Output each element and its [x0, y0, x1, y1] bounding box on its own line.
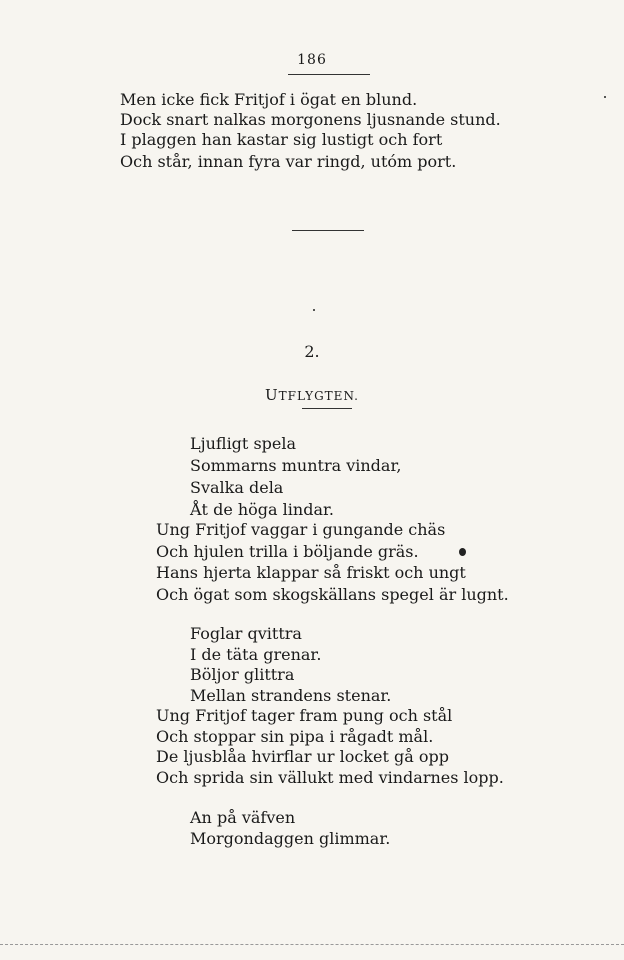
poem-line: Och ögat som skogskällans spegel är lugnt.	[156, 585, 509, 604]
poem-line: Och sprida sin vällukt med vindarnes lopp.	[156, 768, 504, 787]
bottom-edge-rule	[0, 944, 624, 945]
poem-line: Morgondaggen glimmar.	[190, 829, 391, 848]
poem-line: Och står, innan fyra var ringd, utóm port.	[120, 152, 457, 171]
poem-line: Ung Fritjof tager fram pung och stål	[156, 706, 453, 725]
section-divider	[292, 230, 364, 231]
poem-line: Mellan strandens stenar.	[190, 686, 392, 705]
poem-line: Men icke fick Fritjof i ögat en blund.	[120, 90, 418, 109]
poem-line: De ljusblåa hvirflar ur locket gå opp	[156, 747, 449, 766]
poem-line: Hans hjerta klappar så friskt och ungt	[156, 563, 466, 582]
poem-line: Dock snart nalkas morgonens ljusnande stund.	[120, 110, 501, 129]
poem-line: Böljor glittra	[190, 665, 295, 684]
poem-line: I de täta grenar.	[190, 645, 322, 664]
ink-speck	[604, 96, 606, 98]
poem-line: Ung Fritjof vaggar i gungande chäs	[156, 520, 446, 539]
page-number: 186	[297, 52, 327, 68]
poem-line: I plaggen han kastar sig lustigt och fort	[120, 130, 443, 149]
poem-line: Svalka dela	[190, 478, 284, 497]
page-number-rule	[288, 74, 370, 75]
poem-line: An på väfven	[190, 808, 296, 827]
section-title-initial: U	[264, 386, 279, 404]
poem-line: Ljufligt spela	[190, 434, 297, 453]
ink-speck	[313, 309, 315, 311]
ink-speck	[459, 548, 466, 556]
poem-line: Och hjulen trilla i böljande gräs.	[156, 542, 419, 561]
poem-line: Åt de höga lindar.	[190, 500, 334, 519]
section-title-rest: TFLYGTEN.	[278, 389, 359, 403]
poem-line: Sommarns muntra vindar,	[190, 456, 402, 475]
poem-line: Foglar qvittra	[190, 624, 302, 643]
section-number: 2.	[304, 342, 320, 361]
poem-line: Och stoppar sin pipa i rågadt mål.	[156, 727, 434, 746]
section-title	[0, 386, 624, 404]
section-title-rule	[302, 408, 352, 409]
